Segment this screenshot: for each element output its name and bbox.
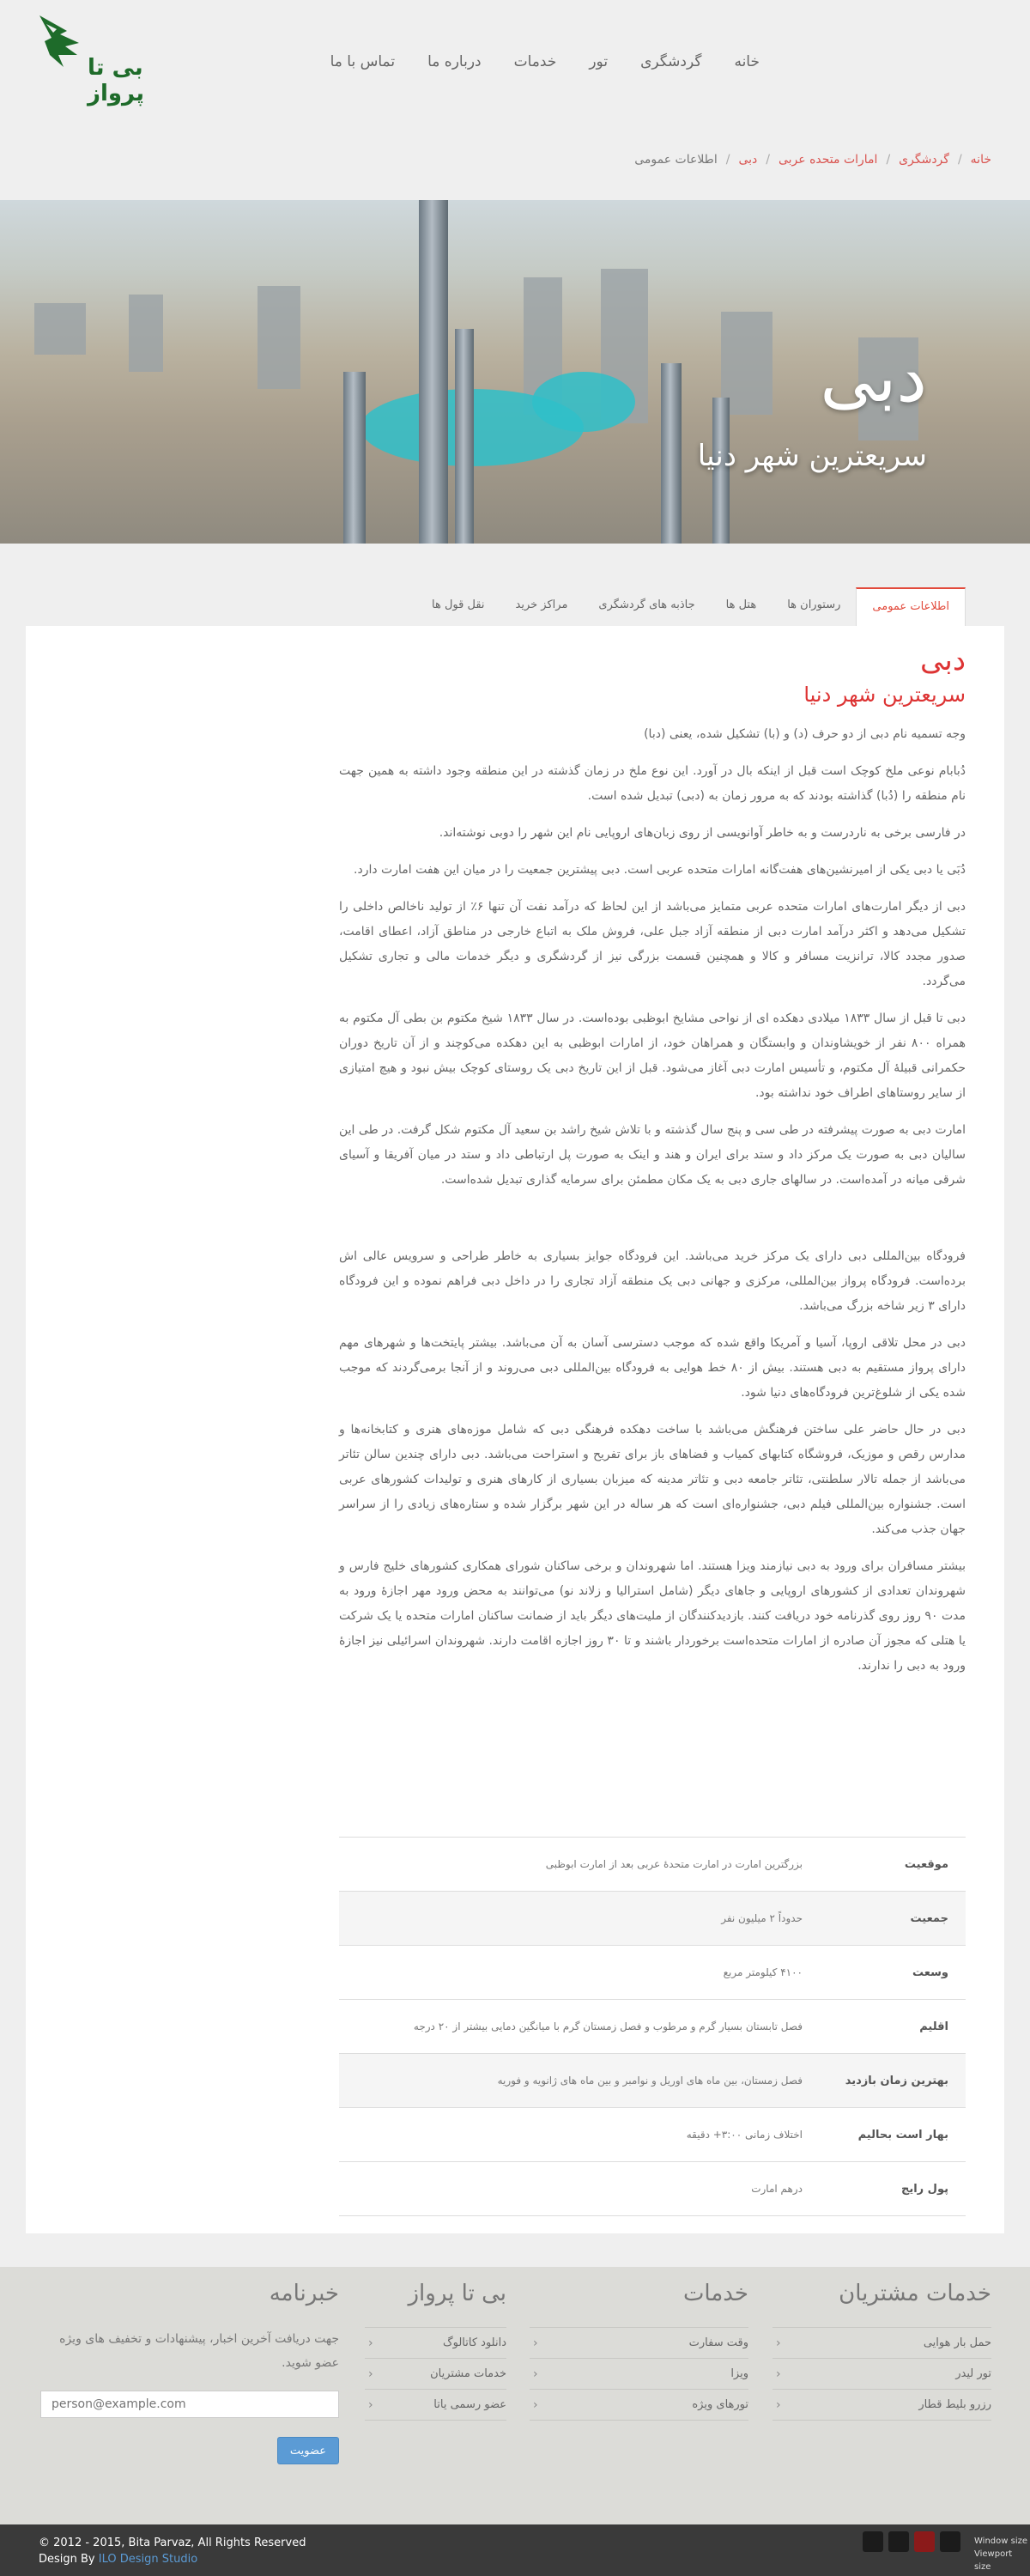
breadcrumb-home[interactable]: خانه <box>970 153 991 167</box>
fact-row <box>339 2000 966 2054</box>
footer-link[interactable]: حمل بار هوایی ‹ <box>772 2328 991 2359</box>
tower <box>343 372 366 544</box>
tab-attractions[interactable]: جاذبه های گردشگری <box>598 598 695 611</box>
logo-text: بی تا پرواز <box>88 55 144 106</box>
footer-heading: خدمات <box>682 2281 748 2306</box>
article-paragraph: دبی از دیگر امارت‌های امارات متحده عربی متمایز می‌باشد از این لحاظ که درآمد نفت آن تنها ۶٪ از تولید ناخالص داخلی را تشکیل می‌دهد و اکثر درآمد امارت دبی از منطقه آزاد جبل علی، فروش ملک به اتباع خارجی در مناطق آزاد، اعطای اقامت، صدور مجدد کالا، ترانزیت مسافر و کالا و همچنین قسمت بزرگی نیز از گردشگری و دیگر خدمات مالی و تجاری تشکیل می‌گردد. <box>339 900 966 988</box>
footer-link[interactable]: تور لیدر ‹ <box>772 2359 991 2390</box>
footer-link[interactable]: ویزا ‹ <box>530 2359 748 2390</box>
fact-label: موقعیت <box>904 1857 948 1871</box>
nav-tour[interactable]: تور <box>589 53 609 70</box>
nav-contact[interactable]: تماس با ما <box>330 53 396 70</box>
fact-row <box>339 1946 966 2000</box>
footer-services <box>530 2281 748 2421</box>
chevron-left-icon: ‹ <box>533 2336 538 2350</box>
fact-value: فصل زمستان، بین ماه های اوریل و نوامبر و بین ماه های ژانویه و فوریه <box>497 2075 803 2087</box>
breadcrumb-current: اطلاعات عمومی <box>634 153 718 167</box>
breadcrumb-dubai[interactable]: دبی <box>738 153 758 167</box>
city-block <box>258 286 300 389</box>
copyright-text: © 2012 - 2015, Bita Parvaz, All Rights Reserved <box>39 2537 306 2549</box>
hero-subtitle: سریعترین شهر دنیا <box>697 439 927 473</box>
tab-hotels[interactable]: هتل ها <box>725 598 757 611</box>
chevron-left-icon: ‹ <box>776 2397 781 2412</box>
lake <box>532 372 635 432</box>
tower <box>455 329 474 544</box>
nav-about[interactable]: درباره ما <box>427 53 482 70</box>
nav-tourism[interactable]: گردشگری <box>640 53 702 70</box>
viewport-debug: Window size Viewport size <box>974 2537 1027 2572</box>
hero-banner <box>0 200 1030 544</box>
social-icon[interactable] <box>940 2531 960 2552</box>
fact-value: فصل تابستان بسیار گرم و مرطوب و فصل زمستان گرم با میانگین دمایی بیشتر از ۲۰ درجه <box>413 2020 803 2032</box>
fact-value: درهم امارت <box>751 2183 803 2195</box>
tab-quotes[interactable]: نقل قول ها <box>432 598 485 611</box>
fact-label: بهترین زمان بازدید <box>845 2074 948 2087</box>
fact-label: جمعیت <box>910 1911 948 1925</box>
chevron-left-icon: ‹ <box>776 2336 781 2350</box>
chevron-left-icon: ‹ <box>776 2366 781 2381</box>
social-icon[interactable] <box>914 2531 935 2552</box>
fact-value: اختلاف زمانی ۳:۰۰+ دقیقه <box>686 2129 803 2141</box>
burj-tower <box>419 200 448 544</box>
nav-home[interactable]: خانه <box>734 53 760 70</box>
studio-link[interactable]: ILO Design Studio <box>98 2553 198 2566</box>
fact-value: ۴۱۰۰ کیلومتر مربع <box>723 1966 803 1978</box>
breadcrumb-separator: / <box>886 153 891 167</box>
tab-shopping[interactable]: مراکز خرید <box>515 598 568 611</box>
footer-customer-services <box>772 2281 991 2421</box>
breadcrumb-separator: / <box>766 153 770 167</box>
fact-label: پول رایج <box>900 2182 948 2196</box>
nav-services[interactable]: خدمات <box>513 53 557 70</box>
chevron-left-icon: ‹ <box>533 2366 538 2381</box>
footer-heading: خبرنامه <box>269 2281 339 2306</box>
footer-link[interactable]: دانلود کاتالوگ ‹ <box>365 2328 506 2359</box>
footer-link[interactable]: رزرو بلیط قطار ‹ <box>772 2390 991 2421</box>
chevron-left-icon: ‹ <box>368 2366 373 2381</box>
city-block <box>129 295 163 372</box>
breadcrumb <box>634 153 991 167</box>
footer-link[interactable]: عضو رسمی یاتا ‹ <box>365 2390 506 2421</box>
logo-wing-icon <box>34 12 86 81</box>
content-panel <box>26 626 1004 2233</box>
article-paragraph: فرودگاه بین‌المللی دبی دارای یک مرکز خرید می‌باشد. این فرودگاه جوایز بسیاری به خاطر طراحی و سرویس عالی اش برده‌است. فرودگاه پرواز بین‌المللی، مرکزی و جهانی دبی یک منطقه آزاد تجاری را در داخل دبی فراهم نموده و این فرودگاه دارای ۳ زیر شاخه بزرگ می‌باشد. <box>339 1249 966 1313</box>
city-block <box>34 303 86 355</box>
site-footer <box>0 2267 1030 2524</box>
tab-general-info[interactable]: اطلاعات عمومی <box>856 587 966 627</box>
article-paragraph: در فارسی برخی به ‌ناردرست و به خاطر آوانویسی از روی زبان‌های اروپایی نام این شهر را دوبی نوشته‌اند. <box>439 826 966 840</box>
fact-label: وسعت <box>912 1965 948 1979</box>
article-paragraph: دُبَی یا دبی یکی از امیرنشین‌های هفت‌گانه امارات متحده عربی است. دبی پیشترین جمعیت را در میان این هفت امارت دارد. <box>354 863 966 877</box>
footer-heading: بی تا پرواز <box>408 2281 506 2306</box>
article <box>339 643 966 1691</box>
footer-link[interactable]: تورهای ویژه ‹ <box>530 2390 748 2421</box>
tab-restaurants[interactable]: رستوران ها <box>787 598 841 611</box>
fact-row <box>339 1838 966 1892</box>
footer-icons <box>863 2531 960 2552</box>
breadcrumb-tourism[interactable]: گردشگری <box>899 153 949 167</box>
copyright-bar <box>0 2524 1030 2576</box>
article-paragraph: وجه تسمیه نام دبی از دو حرف (د) و (با) تشکیل شده، یعنی (دبا) <box>644 727 966 741</box>
chevron-left-icon: ‹ <box>368 2336 373 2350</box>
fact-row <box>339 2162 966 2216</box>
design-credit: Design By ILO Design Studio <box>39 2553 198 2566</box>
fact-row <box>339 1892 966 1946</box>
site-header <box>0 0 1030 167</box>
breadcrumb-uae[interactable]: امارات متحده عربی <box>778 153 878 167</box>
fact-row <box>339 2054 966 2108</box>
fact-label: اقلیم <box>919 2020 948 2033</box>
social-icon[interactable] <box>888 2531 909 2552</box>
footer-link[interactable]: خدمات مشتریان ‹ <box>365 2359 506 2390</box>
footer-heading: خدمات مشتریان <box>839 2281 991 2306</box>
article-title: دبی <box>920 643 966 677</box>
article-paragraph: دبی تا قبل از سال ۱۸۳۳ میلادی دهکده ای از نواحی مشایخ ابوظبی بوده‌است. در سال ۱۸۳۳ شیخ مکتوم بن بطی آل مکتوم به همراه ۸۰۰ نفر از خویشاوندان و وابستگان و همراهان خود، از امارات ابوظبی به این دهکده می‌کوچند و از آن تاریخ دوران حکمرانی قبیلهٔ آل مکتوم، و تأسیس امارت دبی آغاز می‌شود. قبل از این تاریخ دبی یک روستای کوچک بیش نبود و هیچ امتیازی از سایر روستاهای اطراف خود نداشته بود. <box>339 1012 966 1100</box>
article-paragraph: بیشتر مسافران برای ورود به دبی نیازمند ویزا هستند. اما شهروندان و برخی ساکنان شورای همکاری کشورهای خلیج فارس و شهروندان تعدادی از کشورهای اروپایی و جاهای دیگر (شامل استرالیا و زلاند نو) می‌توانند به محض ورود مهر اجازهٔ ورود به مدت ۹۰ روز روی گذرنامه خود دریافت کنند. بازدیدکنندگان از ملیت‌های دیگر باید از ضمانت ساکنان امارات متحده یا یک شرکت یا هتلی که مجوز آن صادره از امارات متحده‌است برخوردار باشند و تا ۳۰ روز اجازه اقامت دارند. شهروندان اسرائیلی نیز اجازهٔ ورود به دبی را ندارند. <box>339 1559 966 1673</box>
chevron-left-icon: ‹ <box>368 2397 373 2412</box>
hero-title: دبی <box>820 337 927 417</box>
fact-value: بزرگترین امارت در امارت متحدهٔ عربی بعد از امارت ابوظبی <box>545 1858 803 1870</box>
article-paragraph: دبی در حال حاضر علی ساختن فرهنگش می‌باشد با ساخت دهکده فرهنگی دبی که شامل موزه‌های هنری و کتابخانه‌ها و مدارس رقص و موزیک، فروشگاه کتابهای کمیاب و فضاهای باز برای تفریح و استراحت می‌باشد. دبی دارای چندین سالن تئاتر می‌باشد از جمله تالار سلطنتی، تئاتر جامعه دبی و تئاتر مدینه که میزبان بسیاری از کارهای هنری و تولیدات کشورهای عربی است. جشنواره بین‌المللی فیلم دبی، جشنواره‌ای است که هر ساله در این شهر برگزار شده و ستاره‌های زیادی را از سراسر جهان جذب می‌کند. <box>339 1423 966 1536</box>
breadcrumb-separator: / <box>957 153 962 167</box>
main-nav <box>330 53 760 70</box>
footer-about <box>365 2281 506 2421</box>
chevron-left-icon: ‹ <box>533 2397 538 2412</box>
newsletter-text: جهت دریافت آخرین اخبار، پیشنهادات و تخفیف های ویژه عضو شوید. <box>59 2332 339 2370</box>
footer-newsletter <box>39 2281 339 2464</box>
tower <box>661 363 682 544</box>
article-paragraph: دُبابام نوعی ملخ کوچک است قبل از اینکه بال در آورد. این نوع ملخ در زمان گذشته در این منطقه وجود داشته به همین جهت نام منطقه را (دُبا) گذاشته بودند که به مرور زمان به (دبی) تبدیل شده است. <box>339 764 966 803</box>
social-icon[interactable] <box>863 2531 883 2552</box>
article-paragraph: دبی در محل تلاقی اروپا، آسیا و آمریکا واقع شده که موجب دسترسی آسان به آن می‌باشد. بیشتر پایتخت‌ها و شهرهای مهم دارای پرواز مستقیم به دبی هستند. بیش از ۸۰ خط هوایی به فرودگاه بین‌المللی دبی می‌روند و از آنجا برمی‌گردند که موجب شده یکی از شلوغ‌ترین فرودگاه‌های دنیا شود. <box>339 1336 966 1400</box>
article-subtitle: سریعترین شهر دنیا <box>803 683 966 707</box>
article-paragraph: امارت دبی به صورت پیشرفته در طی سی و پنج سال گذشته و با تلاش شیخ راشد بن سعید آل مکتوم شکل گرفت. در طی این سالیان دبی به صورت یک مرکز داد و ستد برای ایران و هند و اینک به صورت پل ارتباطی داد و ستد در میان آفریقا و آسیای شرقی میانه در آمده‌است. در سالهای جاری دبی به یک مکان مطمئن برای سرمایه گذاری تبدیل شده‌است. <box>339 1123 966 1187</box>
newsletter-subscribe-button[interactable]: عضویت <box>277 2437 339 2464</box>
content-tabs <box>416 587 966 627</box>
footer-link[interactable]: وقت سفارت ‹ <box>530 2328 748 2359</box>
facts-table <box>339 1837 966 2216</box>
fact-label: بهار است بحالیم <box>857 2128 948 2142</box>
fact-row <box>339 2108 966 2162</box>
newsletter-email-input[interactable] <box>40 2391 339 2418</box>
fact-value: حدوداً ۲ میلیون نفر <box>721 1912 803 1924</box>
breadcrumb-separator: / <box>725 153 730 167</box>
brand-logo[interactable] <box>34 12 176 106</box>
